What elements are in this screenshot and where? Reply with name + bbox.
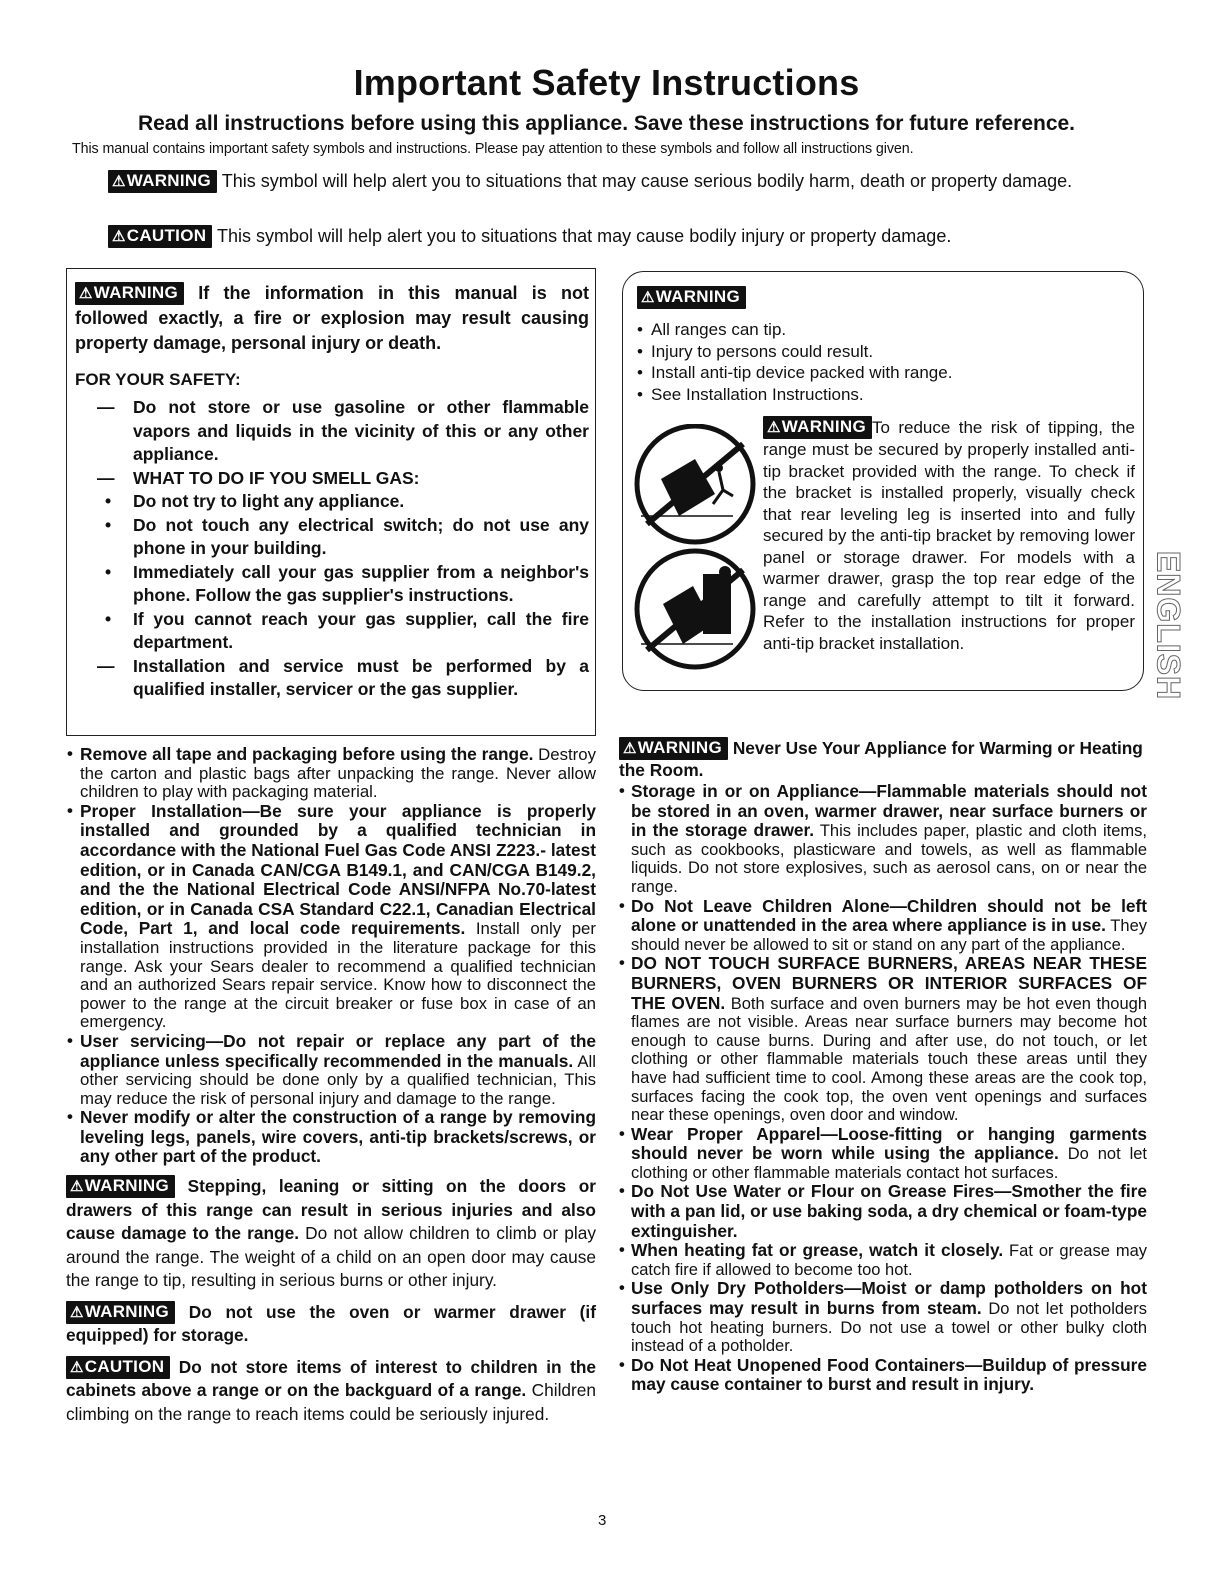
gas-safety-box: [66, 268, 596, 736]
safety-bullet: • User servicing—Do not repair or replace any part of the appliance unless specifically recommended in the manuals. All other servicing should be done only by a qualified technician, This may reduce the risk of personal injury and damage to the range.: [66, 1032, 596, 1108]
warning-triangle-icon: ⚠: [70, 1303, 84, 1321]
anti-tip-text: ⚠WARNING To reduce the risk of tipping, the range must be secured by properly installed anti-tip bracket provided with the range. To check if the bracket is installed properly, visually check that rear leveling leg is inserted into and fully secured by the anti-tip bracket by removing lower panel or storage drawer. For models with a warmer drawer, grasp the top rear edge of the range and carefully attempt to tilt it forward. Refer to the installation instructions for proper anti-tip bracket installation.: [763, 417, 1135, 653]
gas-safety-item: • Do not touch any electrical switch; do not use any phone in your building.: [105, 514, 589, 558]
left-column: [66, 745, 596, 1426]
child-climbing-range-icon: [637, 551, 753, 667]
page-title: Important Safety Instructions: [353, 62, 860, 103]
safety-bullet: • Proper Installation—Be sure your appliance is properly installed and grounded by a qualified technician in accordance with the National Fuel Gas Code ANSI Z223.- latest edition, or in Canada CAN/CGA B149.1, and CAN/CGA B149.2, and the the National Electrical Code ANSI/NFPA No.70-latest edition, or in Canada CSA Standard C22.1, Canadian Electrical Code, Part 1, and local code requirements. Install only per installation instructions provided in the literature package for this range. Ask your Sears dealer to recommend a qualified technician and an authorized Sears repair service. Know how to disconnect the power to the range at the circuit breaker or fuse box in case of an emergency.: [66, 802, 596, 1032]
gas-safety-item: — Do not store or use gasoline or other flammable vapors and liquids in the vicinity of this or any other appliance.: [97, 397, 589, 464]
caution-cabinets: ⚠CAUTION Do not store items of interest to children in the cabinets above a range or on the backguard of a range. Children climbing on the range to reach items could be seriously injured.: [66, 1356, 596, 1424]
warning-triangle-icon: ⚠: [623, 740, 637, 757]
safety-bullet: • Do Not Use Water or Flour on Grease Fires—Smother the fire with a pan lid, or use baking soda, a dry chemical or foam-type extinguisher.: [619, 1182, 1147, 1241]
safety-bullet: • Wear Proper Apparel—Loose-fitting or hanging garments should never be worn while using the appliance. Do not let clothing or other flammable materials contact hot surfaces.: [619, 1125, 1147, 1183]
warning-badge: ⚠WARNING: [108, 170, 217, 193]
tipping-range-icon: [637, 426, 753, 542]
gas-safety-item: • If you cannot reach your gas supplier, call the fire department.: [105, 608, 589, 652]
safety-bullet: • Use Only Dry Potholders—Moist or damp potholders on hot surfaces may result in burns from steam. Do not let potholders touch hot heating burners. Do not use a towel or other bulky cloth instead of a potholder.: [619, 1279, 1147, 1355]
page-subtitle: Read all instructions before using this appliance. Save these instructions for future reference.: [137, 112, 1076, 135]
warning-symbol-text: This symbol will help alert you to situations that may cause serious bodily harm, death or property damage.: [221, 171, 1073, 191]
caution-badge: ⚠CAUTION: [66, 1356, 170, 1379]
caution-badge: ⚠CAUTION: [108, 225, 212, 248]
warning-triangle-icon: ⚠: [79, 285, 93, 302]
for-your-safety-heading: FOR YOUR SAFETY:: [75, 370, 241, 389]
warning-symbol-row: [108, 170, 1072, 193]
language-side-tab: ENGLISH: [1150, 550, 1187, 701]
caution-symbol-text: This symbol will help alert you to situations that may cause bodily injury or property damage.: [216, 226, 952, 246]
warning-triangle-icon: ⚠: [70, 1178, 84, 1196]
tip-bullet: • See Installation Instructions.: [637, 384, 1131, 406]
warning-heating-room: ⚠WARNING Never Use Your Appliance for Warming or Heating the Room.: [619, 738, 1143, 780]
warning-triangle-icon: ⚠: [112, 173, 126, 190]
warning-stepping: ⚠WARNING Stepping, leaning or sitting on the doors or drawers of this range can result in serious injuries and also cause damage to the range. Do not allow children to climb or play around the range. The weight of a child on an open door may cause the range to tip, resulting in serious burns or other injury.: [66, 1176, 596, 1291]
page-number: 3: [598, 1512, 607, 1529]
gas-safety-item: • Immediately call your gas supplier from a neighbor's phone. Follow the gas supplier's instructions.: [105, 561, 589, 605]
warning-badge: ⚠WARNING: [619, 737, 728, 760]
tip-bullet: • All ranges can tip.: [637, 319, 1131, 341]
warning-triangle-icon: ⚠: [767, 419, 781, 436]
range-tip-hazard-illustration: [633, 424, 761, 674]
tip-bullet-list: [637, 319, 1131, 405]
safety-bullet: • Storage in or on Appliance—Flammable materials should not be stored in an oven, warmer drawer, near surface burners or in the storage drawer. This includes paper, plastic and cloth items, such as cookbooks, plasticware and towels, as well as flammable liquids. Do not store explosives, such as aerosol cans, on or near the range.: [619, 782, 1147, 897]
warning-triangle-icon: ⚠: [112, 228, 126, 245]
gas-safety-item: — Installation and service must be performed by a qualified installer, servicer or the gas supplier.: [97, 655, 589, 699]
caution-symbol-row: [108, 225, 951, 248]
safety-bullet: • Never modify or alter the construction of a range by removing leveling legs, panels, wire covers, anti-tip brackets/screws, or any other part of the product.: [66, 1108, 596, 1167]
warning-triangle-icon: ⚠: [641, 289, 655, 306]
gas-safety-item: • Do not try to light any appliance.: [105, 491, 405, 511]
safety-bullet: • Remove all tape and packaging before using the range. Destroy the carton and plastic bags after unpacking the range. Never allow children to play with packaging material.: [66, 745, 596, 802]
left-bullet-list: [66, 745, 596, 1167]
warning-badge: ⚠WARNING: [66, 1175, 175, 1198]
intro-text: This manual contains important safety symbols and instructions. Please pay attention to these symbols and follow all instructions given.: [72, 141, 914, 157]
tip-bullet: • Install anti-tip device packed with range.: [637, 362, 1131, 384]
gas-safety-list: [75, 396, 589, 702]
gas-box-lead: ⚠WARNING If the information in this manual is not followed exactly, a fire or explosion may result causing property damage, personal injury or death.: [75, 283, 589, 353]
warning-badge: ⚠WARNING: [66, 1301, 175, 1324]
safety-bullet: • DO NOT TOUCH SURFACE BURNERS, AREAS NEAR THESE BURNERS, OVEN BURNERS OR INTERIOR SURFACES OF THE OVEN. Both surface and oven burners may be hot even though flames are not visible. Areas near surface burners may become hot enough to cause burns. During and after use, do not touch, or let clothing or other flammable materials touch these areas until they have had sufficient time to cool. Among these areas are the cook top, surfaces facing the cook top, the oven vent openings and surfaces near these openings, oven door and window.: [619, 954, 1147, 1124]
right-column: [619, 737, 1147, 1395]
safety-bullet: • Do Not Heat Unopened Food Containers—Buildup of pressure may cause container to burst and result in injury.: [619, 1356, 1147, 1395]
anti-tip-box: [622, 271, 1144, 691]
safety-bullet: • When heating fat or grease, watch it closely. Fat or grease may catch fire if allowed to become too hot.: [619, 1241, 1147, 1279]
safety-bullet: • Do Not Leave Children Alone—Children should not be left alone or unattended in the area where appliance is in use. They should never be allowed to sit or stand on any part of the appliance.: [619, 897, 1147, 955]
warning-badge: ⚠WARNING: [75, 282, 184, 305]
warning-storage: ⚠WARNING Do not use the oven or warmer drawer (if equipped) for storage.: [66, 1301, 596, 1346]
gas-safety-item: — WHAT TO DO IF YOU SMELL GAS:: [97, 467, 420, 488]
warning-triangle-icon: ⚠: [70, 1358, 84, 1376]
right-bullet-list: [619, 782, 1147, 1395]
warning-badge: ⚠WARNING: [637, 286, 746, 309]
tip-bullet: • Injury to persons could result.: [637, 341, 1131, 363]
warning-badge: ⚠WARNING: [763, 416, 872, 439]
